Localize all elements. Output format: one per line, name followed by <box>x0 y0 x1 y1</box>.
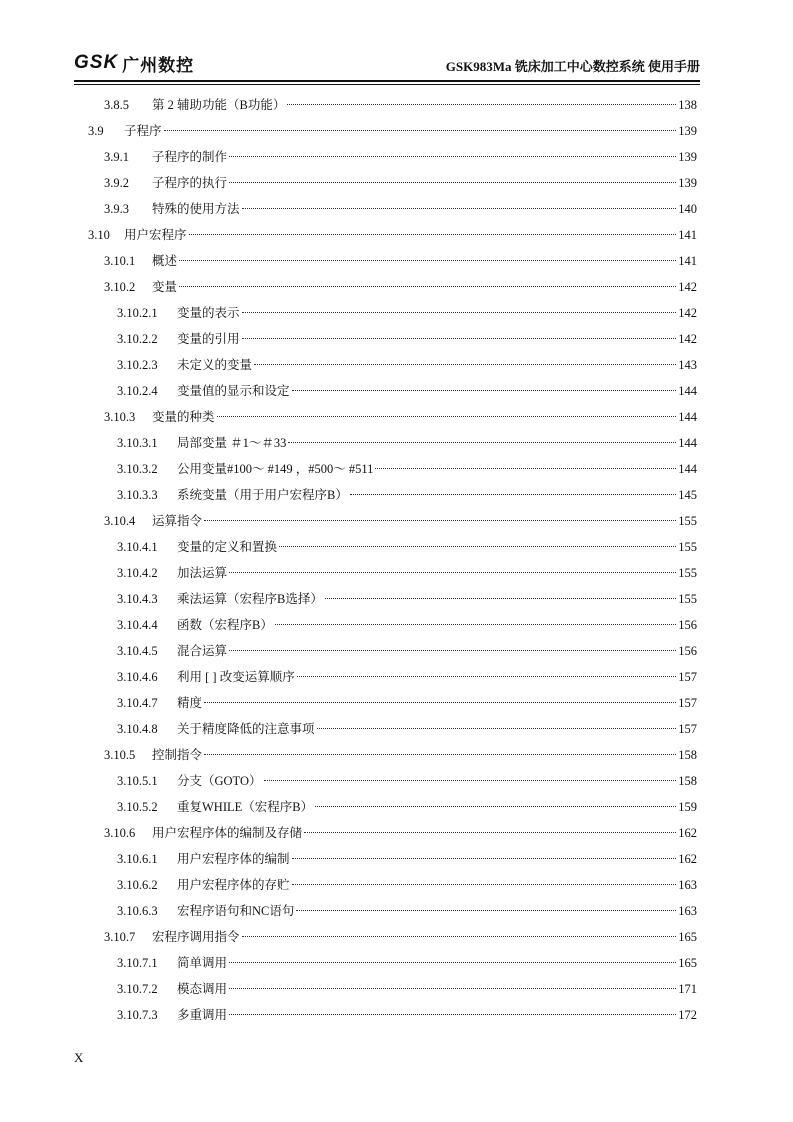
toc-section-title: 子程序的制作 <box>152 150 228 164</box>
toc-entry[interactable] <box>104 823 697 843</box>
toc-section-title: 局部变量 ＃1～＃33 <box>177 436 287 450</box>
toc-section-number: 3.10.6.3 <box>117 904 158 918</box>
toc-dot-leader <box>375 468 676 469</box>
toc-page-number: 155 <box>678 540 697 554</box>
toc-section-title: 公用变量#100～ #149 ，#500～ #511 <box>177 462 374 476</box>
toc-entry[interactable] <box>117 485 697 505</box>
toc-page-number: 158 <box>678 748 697 762</box>
toc-section-number: 3.10.2.3 <box>117 358 158 372</box>
toc-section-title: 宏程序语句和NC语句 <box>177 904 295 918</box>
toc-dot-leader <box>242 208 677 209</box>
toc-entry[interactable] <box>117 667 697 687</box>
toc-dot-leader <box>288 442 676 443</box>
toc-page-number: 155 <box>678 566 697 580</box>
toc-dot-leader <box>317 728 677 729</box>
toc-section-title: 混合运算 <box>177 644 228 658</box>
toc-page-number: 156 <box>678 618 697 632</box>
toc-section-number: 3.10.3.1 <box>117 436 158 450</box>
toc-entry[interactable] <box>117 1005 697 1025</box>
toc-page-number: 143 <box>678 358 697 372</box>
toc-section-title: 关于精度降低的注意事项 <box>177 722 315 736</box>
toc-dot-leader <box>229 572 676 573</box>
toc-page-number: 162 <box>678 826 697 840</box>
page-number: X <box>74 1050 84 1065</box>
toc-dot-leader <box>242 312 677 313</box>
toc-section-title: 变量的种类 <box>152 410 215 424</box>
toc-dot-leader <box>229 650 676 651</box>
toc-dot-leader <box>229 962 676 963</box>
toc-entry[interactable] <box>117 849 697 869</box>
toc-entry[interactable] <box>88 225 697 245</box>
toc-entry[interactable] <box>117 641 697 661</box>
toc-dot-leader <box>279 546 676 547</box>
toc-entry[interactable] <box>104 277 697 297</box>
toc-entry[interactable] <box>117 589 697 609</box>
toc-entry[interactable] <box>117 303 697 323</box>
toc-section-title: 变量值的显示和设定 <box>177 384 290 398</box>
toc-dot-leader <box>229 988 676 989</box>
toc-section-title: 多重调用 <box>177 1008 228 1022</box>
toc-dot-leader <box>296 910 676 911</box>
header-divider <box>74 80 700 82</box>
toc-section-title: 变量的表示 <box>177 306 240 320</box>
toc-section-title: 未定义的变量 <box>177 358 253 372</box>
toc-section-title: 运算指令 <box>152 514 203 528</box>
toc-section-number: 3.10.4.4 <box>117 618 158 632</box>
toc-section-number: 3.10.5 <box>104 748 136 762</box>
toc-section-number: 3.10.7 <box>104 930 136 944</box>
toc-dot-leader <box>325 598 676 599</box>
toc-entry[interactable] <box>104 251 697 271</box>
toc-page-number: 139 <box>678 150 697 164</box>
toc-section-number: 3.10.4.1 <box>117 540 158 554</box>
toc-page-number: 155 <box>678 592 697 606</box>
toc-page-number: 141 <box>678 254 697 268</box>
toc-page-number: 141 <box>678 228 697 242</box>
toc-section-number: 3.10.6.2 <box>117 878 158 892</box>
toc-page-number: 140 <box>678 202 697 216</box>
toc-page-number: 142 <box>678 332 697 346</box>
header-divider-thin <box>74 84 700 85</box>
toc-dot-leader <box>304 832 676 833</box>
toc-entry[interactable] <box>117 433 697 453</box>
toc-dot-leader <box>264 780 677 781</box>
toc-page-number: 163 <box>678 904 697 918</box>
toc-page-number: 138 <box>678 98 697 112</box>
toc-section-number: 3.10.6.1 <box>117 852 158 866</box>
toc-entry[interactable] <box>104 147 697 167</box>
toc-section-number: 3.10.4.7 <box>117 696 158 710</box>
toc-dot-leader <box>229 1014 676 1015</box>
toc-dot-leader <box>297 676 677 677</box>
toc-dot-leader <box>164 130 677 131</box>
toc-page-number: 139 <box>678 176 697 190</box>
toc-page-number: 142 <box>678 306 697 320</box>
toc-dot-leader <box>179 286 676 287</box>
toc-section-number: 3.9 <box>88 124 104 138</box>
toc-section-title: 控制指令 <box>152 748 203 762</box>
toc-section-title: 乘法运算（宏程序B选择） <box>177 592 323 606</box>
toc-section-number: 3.10.3 <box>104 410 136 424</box>
toc-section-title: 变量的引用 <box>177 332 240 346</box>
logo-chinese-text: 广州数控 <box>122 55 195 76</box>
toc-section-title: 分支（GOTO） <box>177 774 262 788</box>
toc-dot-leader <box>292 884 677 885</box>
toc-entry[interactable] <box>104 745 697 765</box>
toc-section-number: 3.10.7.1 <box>117 956 158 970</box>
toc-dot-leader <box>292 390 677 391</box>
toc-entry[interactable] <box>104 199 697 219</box>
toc-entry[interactable] <box>117 953 697 973</box>
toc-section-number: 3.10.3.3 <box>117 488 158 502</box>
toc-entry[interactable] <box>117 901 697 921</box>
toc-entry[interactable] <box>117 329 697 349</box>
toc-entry[interactable] <box>117 719 697 739</box>
toc-entry[interactable] <box>117 459 697 479</box>
toc-entry[interactable] <box>104 173 697 193</box>
toc-dot-leader <box>292 858 677 859</box>
toc-section-title: 函数（宏程序B） <box>177 618 273 632</box>
toc-dot-leader <box>287 104 676 105</box>
toc-page-number: 145 <box>678 488 697 502</box>
page-header <box>74 52 700 78</box>
toc-section-number: 3.10.4.5 <box>117 644 158 658</box>
toc-section-title: 变量 <box>152 280 178 294</box>
toc-section-number: 3.10.2.2 <box>117 332 158 346</box>
toc-section-number: 3.10.2.4 <box>117 384 158 398</box>
toc-section-number: 3.10.3.2 <box>117 462 158 476</box>
toc-section-number: 3.10.7.3 <box>117 1008 158 1022</box>
toc-dot-leader <box>229 156 676 157</box>
toc-dot-leader <box>217 416 677 417</box>
toc-section-title: 用户宏程序体的存贮 <box>177 878 290 892</box>
toc-section-number: 3.10.4.6 <box>117 670 158 684</box>
toc-entry[interactable] <box>117 563 697 583</box>
manual-title: GSK983Ma 铣床加工中心数控系统 使用手册 <box>445 59 700 74</box>
toc-page-number: 157 <box>678 696 697 710</box>
toc-dot-leader <box>179 260 676 261</box>
toc-section-number: 3.10.4.2 <box>117 566 158 580</box>
toc-entry[interactable] <box>117 537 697 557</box>
toc-entry[interactable] <box>88 121 697 141</box>
toc-entry[interactable] <box>104 407 697 427</box>
toc-section-title: 精度 <box>177 696 203 710</box>
toc-entry[interactable] <box>117 797 697 817</box>
toc-section-number: 3.9.1 <box>104 150 129 164</box>
toc-section-number: 3.10.4.8 <box>117 722 158 736</box>
toc-section-title: 利用 [ ] 改变运算顺序 <box>177 670 295 684</box>
toc-section-number: 3.9.3 <box>104 202 129 216</box>
toc-page-number: 144 <box>678 462 697 476</box>
toc-dot-leader <box>204 702 676 703</box>
toc-section-title: 概述 <box>152 254 178 268</box>
toc-dot-leader <box>229 182 676 183</box>
toc-section-title: 子程序的执行 <box>152 176 228 190</box>
toc-section-number: 3.8.5 <box>104 98 129 112</box>
toc-section-title: 第 2 辅助功能（B功能） <box>152 98 286 112</box>
toc-page-number: 142 <box>678 280 697 294</box>
toc-dot-leader <box>242 936 677 937</box>
toc-entry[interactable] <box>117 979 697 999</box>
toc-section-number: 3.10.4.3 <box>117 592 158 606</box>
toc-section-title: 变量的定义和置换 <box>177 540 278 554</box>
toc-dot-leader <box>254 364 676 365</box>
toc-page-number: 157 <box>678 670 697 684</box>
toc-section-number: 3.10.7.2 <box>117 982 158 996</box>
toc-section-title: 宏程序调用指令 <box>152 930 240 944</box>
toc-section-title: 重复WHILE（宏程序B） <box>177 800 314 814</box>
toc-page-number: 157 <box>678 722 697 736</box>
toc-dot-leader <box>189 234 677 235</box>
toc-page-number: 163 <box>678 878 697 892</box>
toc-entry[interactable] <box>117 771 697 791</box>
toc-page-number: 144 <box>678 436 697 450</box>
logo-mark: GSK <box>74 52 119 73</box>
toc-page-number: 165 <box>678 930 697 944</box>
toc-dot-leader <box>204 520 676 521</box>
toc-section-title: 用户宏程序体的编制及存储 <box>152 826 303 840</box>
toc-section-number: 3.10.2 <box>104 280 136 294</box>
toc-section-title: 简单调用 <box>177 956 228 970</box>
toc-page-number: 159 <box>678 800 697 814</box>
toc-page-number: 156 <box>678 644 697 658</box>
toc-dot-leader <box>350 494 676 495</box>
toc-entry[interactable] <box>117 615 697 635</box>
toc-section-title: 系统变量（用于用户宏程序B） <box>177 488 348 502</box>
toc-section-number: 3.9.2 <box>104 176 129 190</box>
toc-section-number: 3.10.6 <box>104 826 136 840</box>
toc-entry[interactable] <box>117 381 697 401</box>
gsk-logo <box>74 52 194 74</box>
toc-entry[interactable] <box>104 927 697 947</box>
toc-dot-leader <box>242 338 677 339</box>
toc-section-number: 3.10.5.2 <box>117 800 158 814</box>
toc-page-number: 155 <box>678 514 697 528</box>
toc-section-title: 子程序 <box>124 124 162 138</box>
toc-section-number: 3.10 <box>88 228 110 242</box>
toc-page-number: 165 <box>678 956 697 970</box>
toc-entry[interactable] <box>117 875 697 895</box>
toc-section-title: 用户宏程序 <box>124 228 187 242</box>
toc-section-title: 模态调用 <box>177 982 228 996</box>
toc-page-number: 139 <box>678 124 697 138</box>
toc-page-number: 144 <box>678 384 697 398</box>
toc-entry[interactable] <box>117 693 697 713</box>
toc-section-title: 特殊的使用方法 <box>152 202 240 216</box>
toc-page-number: 144 <box>678 410 697 424</box>
toc-dot-leader <box>275 624 676 625</box>
toc-page-number: 171 <box>678 982 697 996</box>
toc-section-number: 3.10.1 <box>104 254 136 268</box>
toc-page-number: 158 <box>678 774 697 788</box>
toc-dot-leader <box>204 754 676 755</box>
toc-section-title: 加法运算 <box>177 566 228 580</box>
toc-page-number: 162 <box>678 852 697 866</box>
toc-section-number: 3.10.4 <box>104 514 136 528</box>
toc-entry[interactable] <box>117 355 697 375</box>
toc-section-title: 用户宏程序体的编制 <box>177 852 290 866</box>
toc-entry[interactable] <box>104 511 697 531</box>
toc-entry[interactable] <box>104 95 697 115</box>
toc-section-number: 3.10.2.1 <box>117 306 158 320</box>
toc-page-number: 172 <box>678 1008 697 1022</box>
toc-dot-leader <box>315 806 676 807</box>
toc-section-number: 3.10.5.1 <box>117 774 158 788</box>
